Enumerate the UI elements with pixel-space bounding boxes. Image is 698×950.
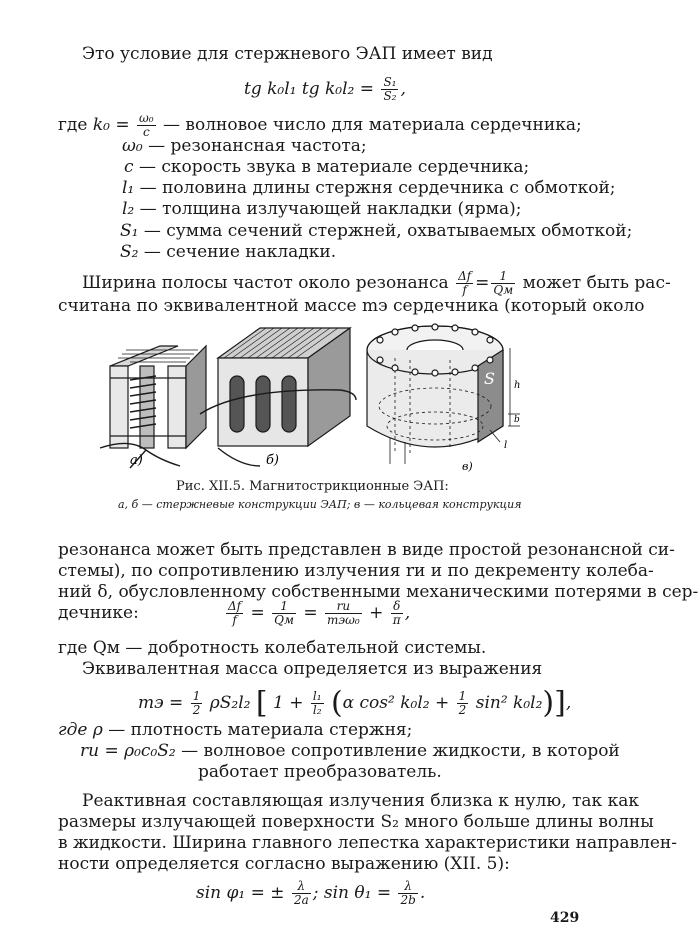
eq2-d1: f bbox=[232, 613, 237, 627]
figure-a-core bbox=[100, 346, 206, 468]
dim-label-S: S bbox=[484, 369, 495, 388]
def-symbol: l₂ bbox=[122, 199, 135, 219]
eq3-lhs: mэ = bbox=[138, 693, 184, 713]
eq3-half2-num: 1 bbox=[458, 689, 467, 703]
eq3-half bbox=[191, 690, 203, 717]
eq3-l-ratio bbox=[311, 690, 324, 717]
para3-line: ности определяется согласно выражению (XII. 5): bbox=[58, 854, 510, 874]
equation-1 bbox=[244, 76, 406, 103]
para1-fraction-2 bbox=[491, 270, 515, 297]
eq2-eq: = bbox=[250, 603, 265, 623]
q-definition: где Qм — добротность колебательной системы. bbox=[58, 638, 487, 658]
eq4-n1: λ bbox=[292, 880, 311, 894]
def-symbol: S₁ bbox=[120, 221, 139, 241]
def-k0 bbox=[58, 112, 582, 139]
def2-item bbox=[58, 720, 412, 740]
eq2-n4: δ bbox=[391, 600, 403, 614]
eq2-tail: , bbox=[404, 603, 411, 623]
para1-f2-num: 1 bbox=[491, 270, 515, 284]
def2-text: — плотность материала стержня; bbox=[108, 720, 413, 740]
def-item bbox=[120, 242, 336, 262]
mass-intro: Эквивалентная масса определяется из выражения bbox=[82, 659, 543, 679]
para2-line: дечнике: bbox=[58, 603, 139, 623]
eq4-tail: . bbox=[419, 883, 426, 903]
eq2-frac-2 bbox=[272, 600, 296, 627]
figure-caption: Рис. XII.5. Магнитострикционные ЭАП: bbox=[176, 479, 449, 494]
def-k0-fraction bbox=[137, 112, 156, 139]
eq3-l-num: l₁ bbox=[312, 689, 322, 703]
para1-line2: считана по эквивалентной массе mэ сердечника (который около bbox=[58, 296, 645, 316]
def-text: — резонансная частота; bbox=[148, 136, 367, 156]
def2-lead: rи = ρ₀c₀S₂ bbox=[80, 741, 176, 761]
eq2-plus: + bbox=[369, 603, 384, 623]
eq1-tail: , bbox=[400, 79, 406, 99]
eq3-alpha: α cos² k₀l₂ + bbox=[342, 693, 450, 713]
para3-line: в жидкости. Ширина главного лепестка характеристики направлен- bbox=[58, 833, 677, 853]
para2-line: ний δ, обусловленному собственными механическими потерями в сер- bbox=[58, 582, 698, 602]
figure-label-c: в) bbox=[462, 460, 473, 473]
def2-lead: где ρ bbox=[58, 720, 103, 740]
eq2-d4: π bbox=[392, 613, 401, 627]
def-symbol: ω₀ bbox=[122, 136, 143, 156]
eq3-one: 1 + bbox=[273, 693, 304, 713]
def-symbol: c bbox=[124, 157, 134, 177]
para1-f2-den: Qм bbox=[493, 283, 514, 297]
def-symbol: S₂ bbox=[120, 242, 139, 262]
eq1-left: tg k₀l₁ tg k₀l₂ = bbox=[244, 79, 375, 99]
para1-f1-num: Δf bbox=[458, 269, 472, 283]
para1-text-a: Ширина полосы частот около резонанса bbox=[82, 273, 449, 293]
eq3-half2-den: 2 bbox=[458, 703, 467, 717]
para2-line: стемы), по сопротивлению излучения rи и по декременту колеба- bbox=[58, 561, 654, 581]
def-text: — сечение накладки. bbox=[143, 242, 337, 262]
eq4-mid: ; sin θ₁ = bbox=[312, 883, 392, 903]
dim-label-l: l bbox=[504, 440, 508, 451]
def-text: — толщина излучающей накладки (ярма); bbox=[139, 199, 522, 219]
def-text: — скорость звука в материале сердечника; bbox=[138, 157, 530, 177]
eq1-fraction bbox=[381, 76, 398, 103]
page-number: 429 bbox=[550, 910, 580, 926]
figure-label-b: б) bbox=[266, 453, 280, 468]
figure-label-a: а) bbox=[130, 453, 143, 468]
figure-illustration bbox=[90, 318, 530, 473]
def2-item: работает преобразователь. bbox=[198, 762, 442, 782]
para3-line: размеры излучающей поверхности S₂ много больше длины волны bbox=[58, 812, 654, 832]
equation-3 bbox=[138, 685, 572, 721]
paren-close: ) bbox=[542, 685, 555, 721]
def-item bbox=[120, 221, 632, 241]
eq2-frac-1 bbox=[226, 600, 243, 627]
eq2-n1: Δf bbox=[228, 599, 242, 613]
def2-item bbox=[80, 741, 620, 761]
eq3-half-num: 1 bbox=[192, 689, 201, 703]
eq4-a: sin φ₁ = ± bbox=[196, 883, 285, 903]
def-item bbox=[122, 199, 522, 219]
eq3-l-den: l₂ bbox=[312, 703, 322, 717]
para1-fraction-1 bbox=[456, 270, 473, 297]
eq4-frac-1 bbox=[292, 880, 311, 907]
para2-line: резонанса может быть представлен в виде простой резонансной си- bbox=[58, 540, 675, 560]
figure-subcaption: а, б — стержневые конструкции ЭАП; в — кольцевая конструкция bbox=[118, 498, 522, 511]
eq2-d2: Qм bbox=[274, 613, 294, 627]
eq2-n2: 1 bbox=[272, 600, 296, 614]
def-item bbox=[124, 157, 529, 177]
def-item bbox=[122, 178, 616, 198]
eq3-half-2 bbox=[457, 690, 469, 717]
paren-open: ( bbox=[330, 685, 343, 721]
def-k0-symbol: k₀ = bbox=[92, 115, 130, 135]
para1-eq-sign: = bbox=[475, 273, 490, 293]
para1-line1 bbox=[82, 270, 671, 297]
eq2-frac-3 bbox=[325, 600, 362, 627]
def-k0-den: c bbox=[142, 125, 150, 139]
equation-2 bbox=[224, 600, 410, 627]
def2-text: — волновое сопротивление жидкости, в которой bbox=[181, 741, 620, 761]
para1-text-b: может быть рас- bbox=[522, 273, 671, 293]
equation-4 bbox=[196, 880, 425, 907]
eq1-numerator: S₁ bbox=[383, 75, 397, 89]
eq4-n2: λ bbox=[398, 880, 417, 894]
def-k0-text: — волновое число для материала сердечника; bbox=[163, 115, 582, 135]
eq3-sin: sin² k₀l₂ bbox=[475, 693, 543, 713]
eq4-d2: 2b bbox=[400, 893, 416, 907]
eq3-mid: ρS₂l₂ bbox=[209, 693, 251, 713]
bracket-open: [ bbox=[255, 685, 268, 721]
eq4-frac-2 bbox=[398, 880, 417, 907]
figure-b-core bbox=[200, 328, 356, 466]
def-k0-num: ω₀ bbox=[139, 111, 154, 125]
intro-text: Это условие для стержневого ЭАП имеет вид bbox=[82, 44, 493, 64]
eq3-half-den: 2 bbox=[192, 703, 201, 717]
dim-label-b: b bbox=[514, 415, 520, 425]
para1-f1-den: f bbox=[462, 283, 467, 297]
def-where: где bbox=[58, 115, 88, 135]
def-symbol: l₁ bbox=[122, 178, 135, 198]
eq3-tail: , bbox=[565, 693, 572, 713]
bracket-close: ] bbox=[554, 685, 566, 721]
eq2-frac-4 bbox=[391, 600, 403, 627]
figure-c-ring bbox=[367, 324, 520, 464]
eq2-d3: mэω₀ bbox=[327, 613, 360, 627]
eq2-n3: rи bbox=[325, 600, 362, 614]
dim-label-h: h bbox=[514, 380, 521, 391]
def-text: — половина длины стержня сердечника с обмоткой; bbox=[139, 178, 616, 198]
eq1-denominator: S₂ bbox=[383, 89, 397, 103]
def-text: — сумма сечений стержней, охватываемых обмоткой; bbox=[143, 221, 633, 241]
def-item bbox=[122, 136, 367, 156]
eq4-d1: 2a bbox=[293, 893, 309, 907]
eq2-eq2: = bbox=[303, 603, 318, 623]
para3-line: Реактивная составляющая излучения близка к нулю, так как bbox=[82, 791, 639, 811]
